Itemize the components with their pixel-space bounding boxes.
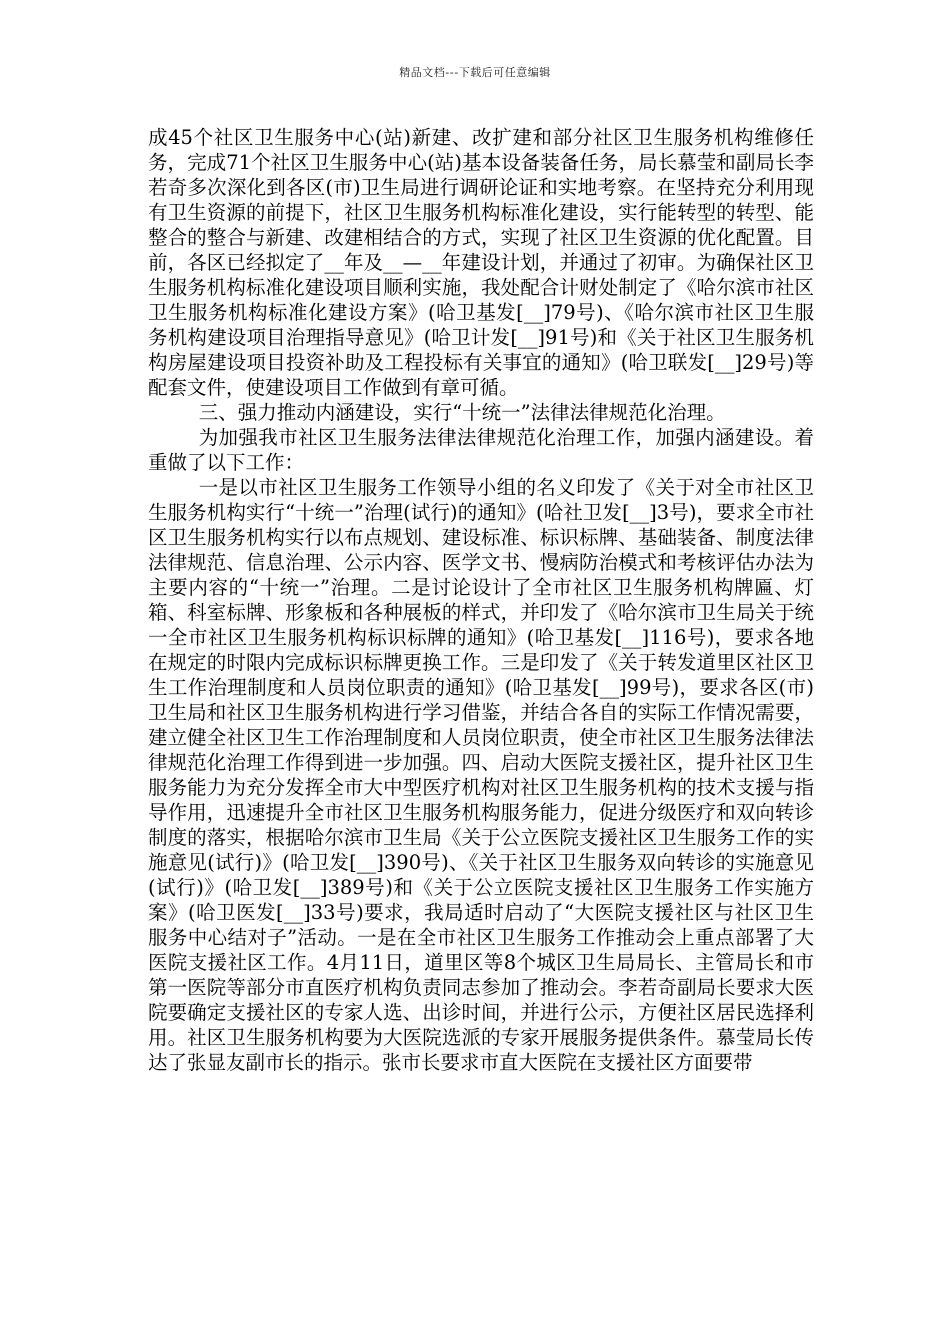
paragraph-1: 成45个社区卫生服务中心(站)新建、改扩建和部分社区卫生服务机构维修任务，完成71个社区卫生服务中心(站)基本设备装备任务，局长慕莹和副局长李若奇多次深化到各区(市)卫生局进行调研论证和实地考察。在坚持充分利用现有卫生资源的前提下，社区卫生服务机构标准化建设，实行能转型的转型、能整合的整合与新建、改建相结合的方式，实现了社区卫生资源的优化配置。目前，各区已经拟定了__年及__—__年建设计划，并通过了初审。为确保社区卫生服务机构标准化建设项目顺利实施，我处配合计财处制定了《哈尔滨市社区卫生服务机构标准化建设方案》(哈卫基发[__]79号)、《哈尔滨市社区卫生服务机构建设项目治理指导意见》(哈卫计发[__]91号)和《关于社区卫生服务机构房屋建设项目投资补助及工程投标有关事宜的通知》(哈卫联发[__]29号)等配套文件，使建设项目工作做到有章可循。 [148,126,814,399]
paragraph-3: 一是以市社区卫生服务工作领导小组的名义印发了《关于对全市社区卫生服务机构实行“十统一”治理(试行)的通知》(哈社卫发[__]3号)，要求全市社区卫生服务机构实行以布点规划、建设标准、标识标牌、基础装备、制度法律法律规范、信息治理、公示内容、医学文书、慢病防治模式和考核评估办法为主要内容的“十统一”治理。二是讨论设计了全市社区卫生服务机构牌匾、灯箱、科室标牌、形象板和各种展板的样式，并印发了《哈尔滨市卫生局关于统一全市社区卫生服务机构标识标牌的通知》(哈卫基发[__]116号)，要求各地在规定的时限内完成标识标牌更换工作。三是印发了《关于转发道里区社区卫生工作治理制度和人员岗位职责的通知》(哈卫基发[__]99号)，要求各区(市)卫生局和社区卫生服务机构进行学习借鉴，并结合各自的实际工作情况需要，建立健全社区卫生工作治理制度和人员岗位职责，使全市社区卫生服务法律法律规范化治理工作得到进一步加强。四、启动大医院支援社区，提升社区卫生服务能力为充分发挥全市大中型医疗机构对社区卫生服务机构的技术支援与指导作用，迅速提升全市社区卫生服务机构服务能力，促进分级医疗和双向转诊制度的落实，根据哈尔滨市卫生局《关于公立医院支援社区卫生服务工作的实施意见(试行)》(哈卫发[__]390号)、《关于社区卫生服务双向转诊的实施意见(试行)》(哈卫发[__]389号)和《关于公立医院支援社区卫生服务工作实施方案》(哈卫医发[__]33号)要求，我局适时启动了“大医院支援社区与社区卫生服务中心结对子”活动。一是在全市社区卫生服务工作推动会上重点部署了大医院支援社区工作。4月11日，道里区等8个城区卫生局局长、主管局长和市第一医院等部分市直医疗机构负责同志参加了推动会。李若奇副局长要求大医院要确定支援社区的专家人选、出诊时间，并进行公示，方便社区居民选择利用。社区卫生服务机构要为大医院选派的专家开展服务提供条件。慕莹局长传达了张显友副市长的指示。张市长要求市直大医院在支援社区方面要带 [148,476,814,1074]
page-header: 精品文档---下载后可任意编辑 [399,66,551,79]
section-heading-3: 三、强力推动内涵建设，实行“十统一”法律法律规范化治理。 [198,401,726,424]
paragraph-2: 为加强我市社区卫生服务法律法律规范化治理工作，加强内涵建设。着重做了以下工作： [148,426,814,474]
document-body [148,125,814,1075]
